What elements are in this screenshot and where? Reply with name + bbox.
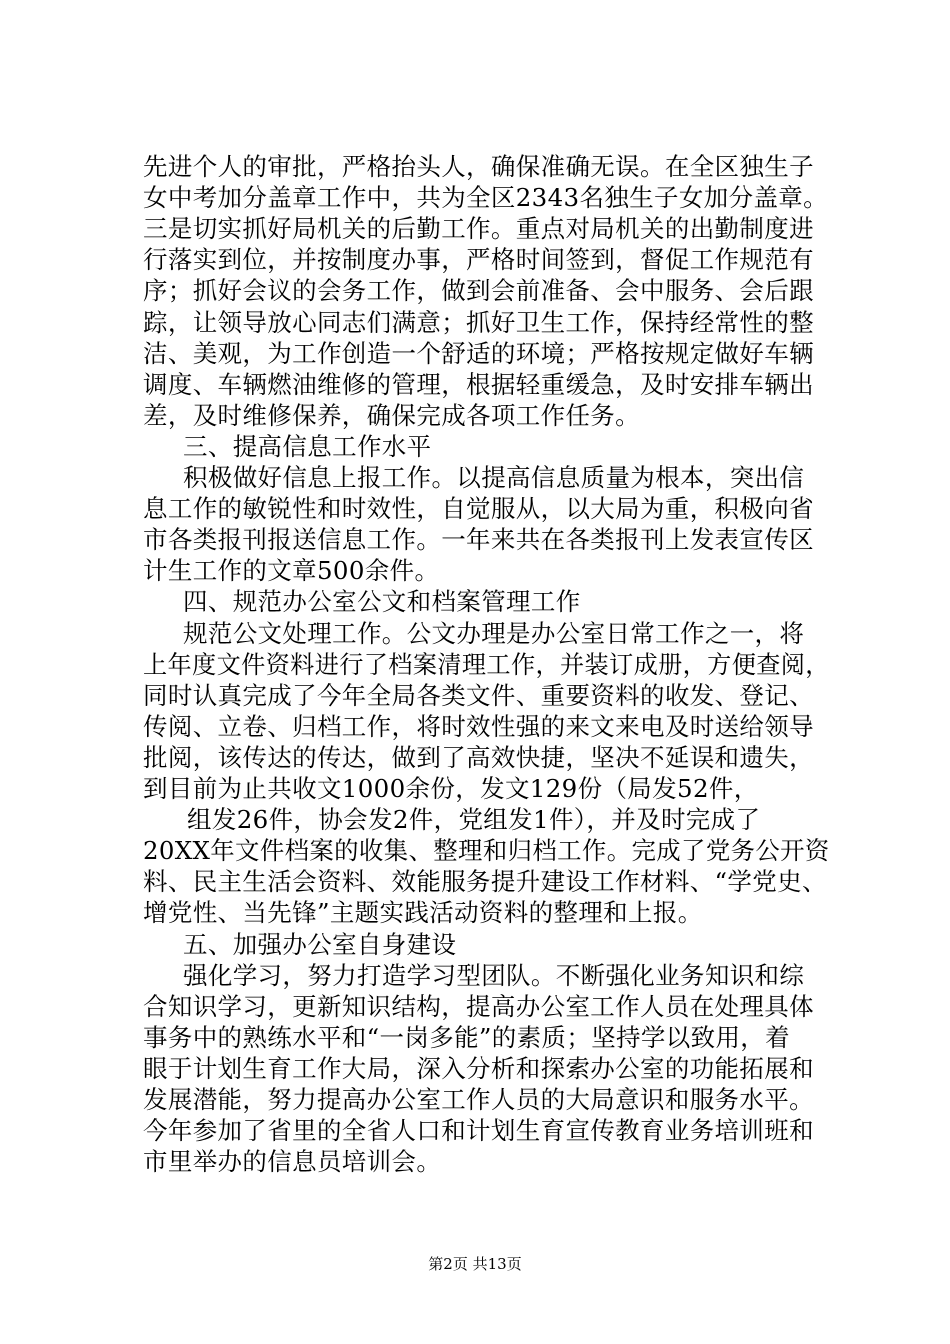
- body-text-line: 女中考加分盖章工作中，共为全区2343名独生子女加分盖章。: [143, 183, 828, 213]
- section-heading: 四、规范办公室公文和档案管理工作: [183, 587, 581, 617]
- body-text-line: 合知识学习，更新知识结构，提高办公室工作人员在处理具体: [143, 991, 814, 1021]
- body-text-line: 息工作的敏锐性和时效性，自觉服从，以大局为重，积极向省: [143, 494, 814, 524]
- body-text-line: 眼于计划生育工作大局，深入分析和探索办公室的功能拓展和: [143, 1053, 814, 1083]
- body-text-line: 到目前为止共收文1000余份，发文129份（局发52件，: [143, 774, 759, 803]
- paragraph-first-line: 强化学习，努力打造学习型团队。不断强化业务知识和综: [183, 960, 805, 990]
- body-text-line: 行落实到位，并按制度办事，严格时间签到，督促工作规范有: [143, 245, 814, 275]
- body-text-line: 差，及时维修保养，确保完成各项工作任务。: [143, 400, 640, 430]
- body-text-line: 先进个人的审批，严格抬头人，确保准确无误。在全区独生子: [143, 152, 814, 181]
- body-text-line: 20XX年文件档案的收集、整理和归档工作。完成了党务公开资: [143, 836, 830, 866]
- body-text-line: 批阅，该传达的传达，做到了高效快捷，坚决不延误和遗失，: [143, 742, 814, 772]
- body-text-line: 市里举办的信息员培训会。: [143, 1147, 442, 1177]
- body-text-line: 发展潜能，努力提高办公室工作人员的大局意识和服务水平。: [143, 1085, 814, 1114]
- body-text-line: 组发26件，协会发2件，党组发1件），并及时完成了: [187, 805, 761, 835]
- body-text-line: 同时认真完成了今年全局各类文件、重要资料的收发、登记、: [143, 680, 814, 710]
- paragraph-first-line: 规范公文处理工作。公文办理是办公室日常工作之一，将: [183, 618, 805, 648]
- body-text-line: 调度、车辆燃油维修的管理，根据轻重缓急，及时安排车辆出: [143, 369, 814, 399]
- body-text-line: 洁、美观，为工作创造一个舒适的环境；严格按规定做好车辆: [143, 338, 814, 368]
- section-heading: 五、加强办公室自身建设: [183, 929, 457, 959]
- body-text-line: 增党性、当先锋”主题实践活动资料的整理和上报。: [143, 898, 703, 928]
- body-text-line: 今年参加了省里的全省人口和计划生育宣传教育业务培训班和: [143, 1116, 814, 1146]
- body-text-line: 料、民主生活会资料、效能服务提升建设工作材料、“学党史、: [143, 867, 827, 897]
- section-heading: 三、提高信息工作水平: [183, 431, 432, 461]
- body-text-line: 踪，让领导放心同志们满意；抓好卫生工作，保持经常性的整: [143, 307, 814, 337]
- body-text-line: 事务中的熟练水平和“一岗多能”的素质；坚持学以致用，着: [143, 1022, 790, 1052]
- body-text-line: 序；抓好会议的会务工作，做到会前准备、会中服务、会后跟: [143, 276, 814, 306]
- body-text-line: 上年度文件资料进行了档案清理工作，并装订成册，方便查阅，: [143, 649, 830, 679]
- paragraph-first-line: 积极做好信息上报工作。以提高信息质量为根本，突出信: [183, 463, 805, 492]
- body-text-line: 三是切实抓好局机关的后勤工作。重点对局机关的出勤制度进: [143, 214, 814, 244]
- page-number-footer: 第2页 共13页: [428, 1255, 522, 1273]
- body-text-line: 市各类报刊报送信息工作。一年来共在各类报刊上发表宣传区: [143, 525, 814, 555]
- body-text-line: 计生工作的文章500余件。: [143, 556, 440, 586]
- body-text-line: 传阅、立卷、归档工作，将时效性强的来文来电及时送给领导: [143, 711, 814, 741]
